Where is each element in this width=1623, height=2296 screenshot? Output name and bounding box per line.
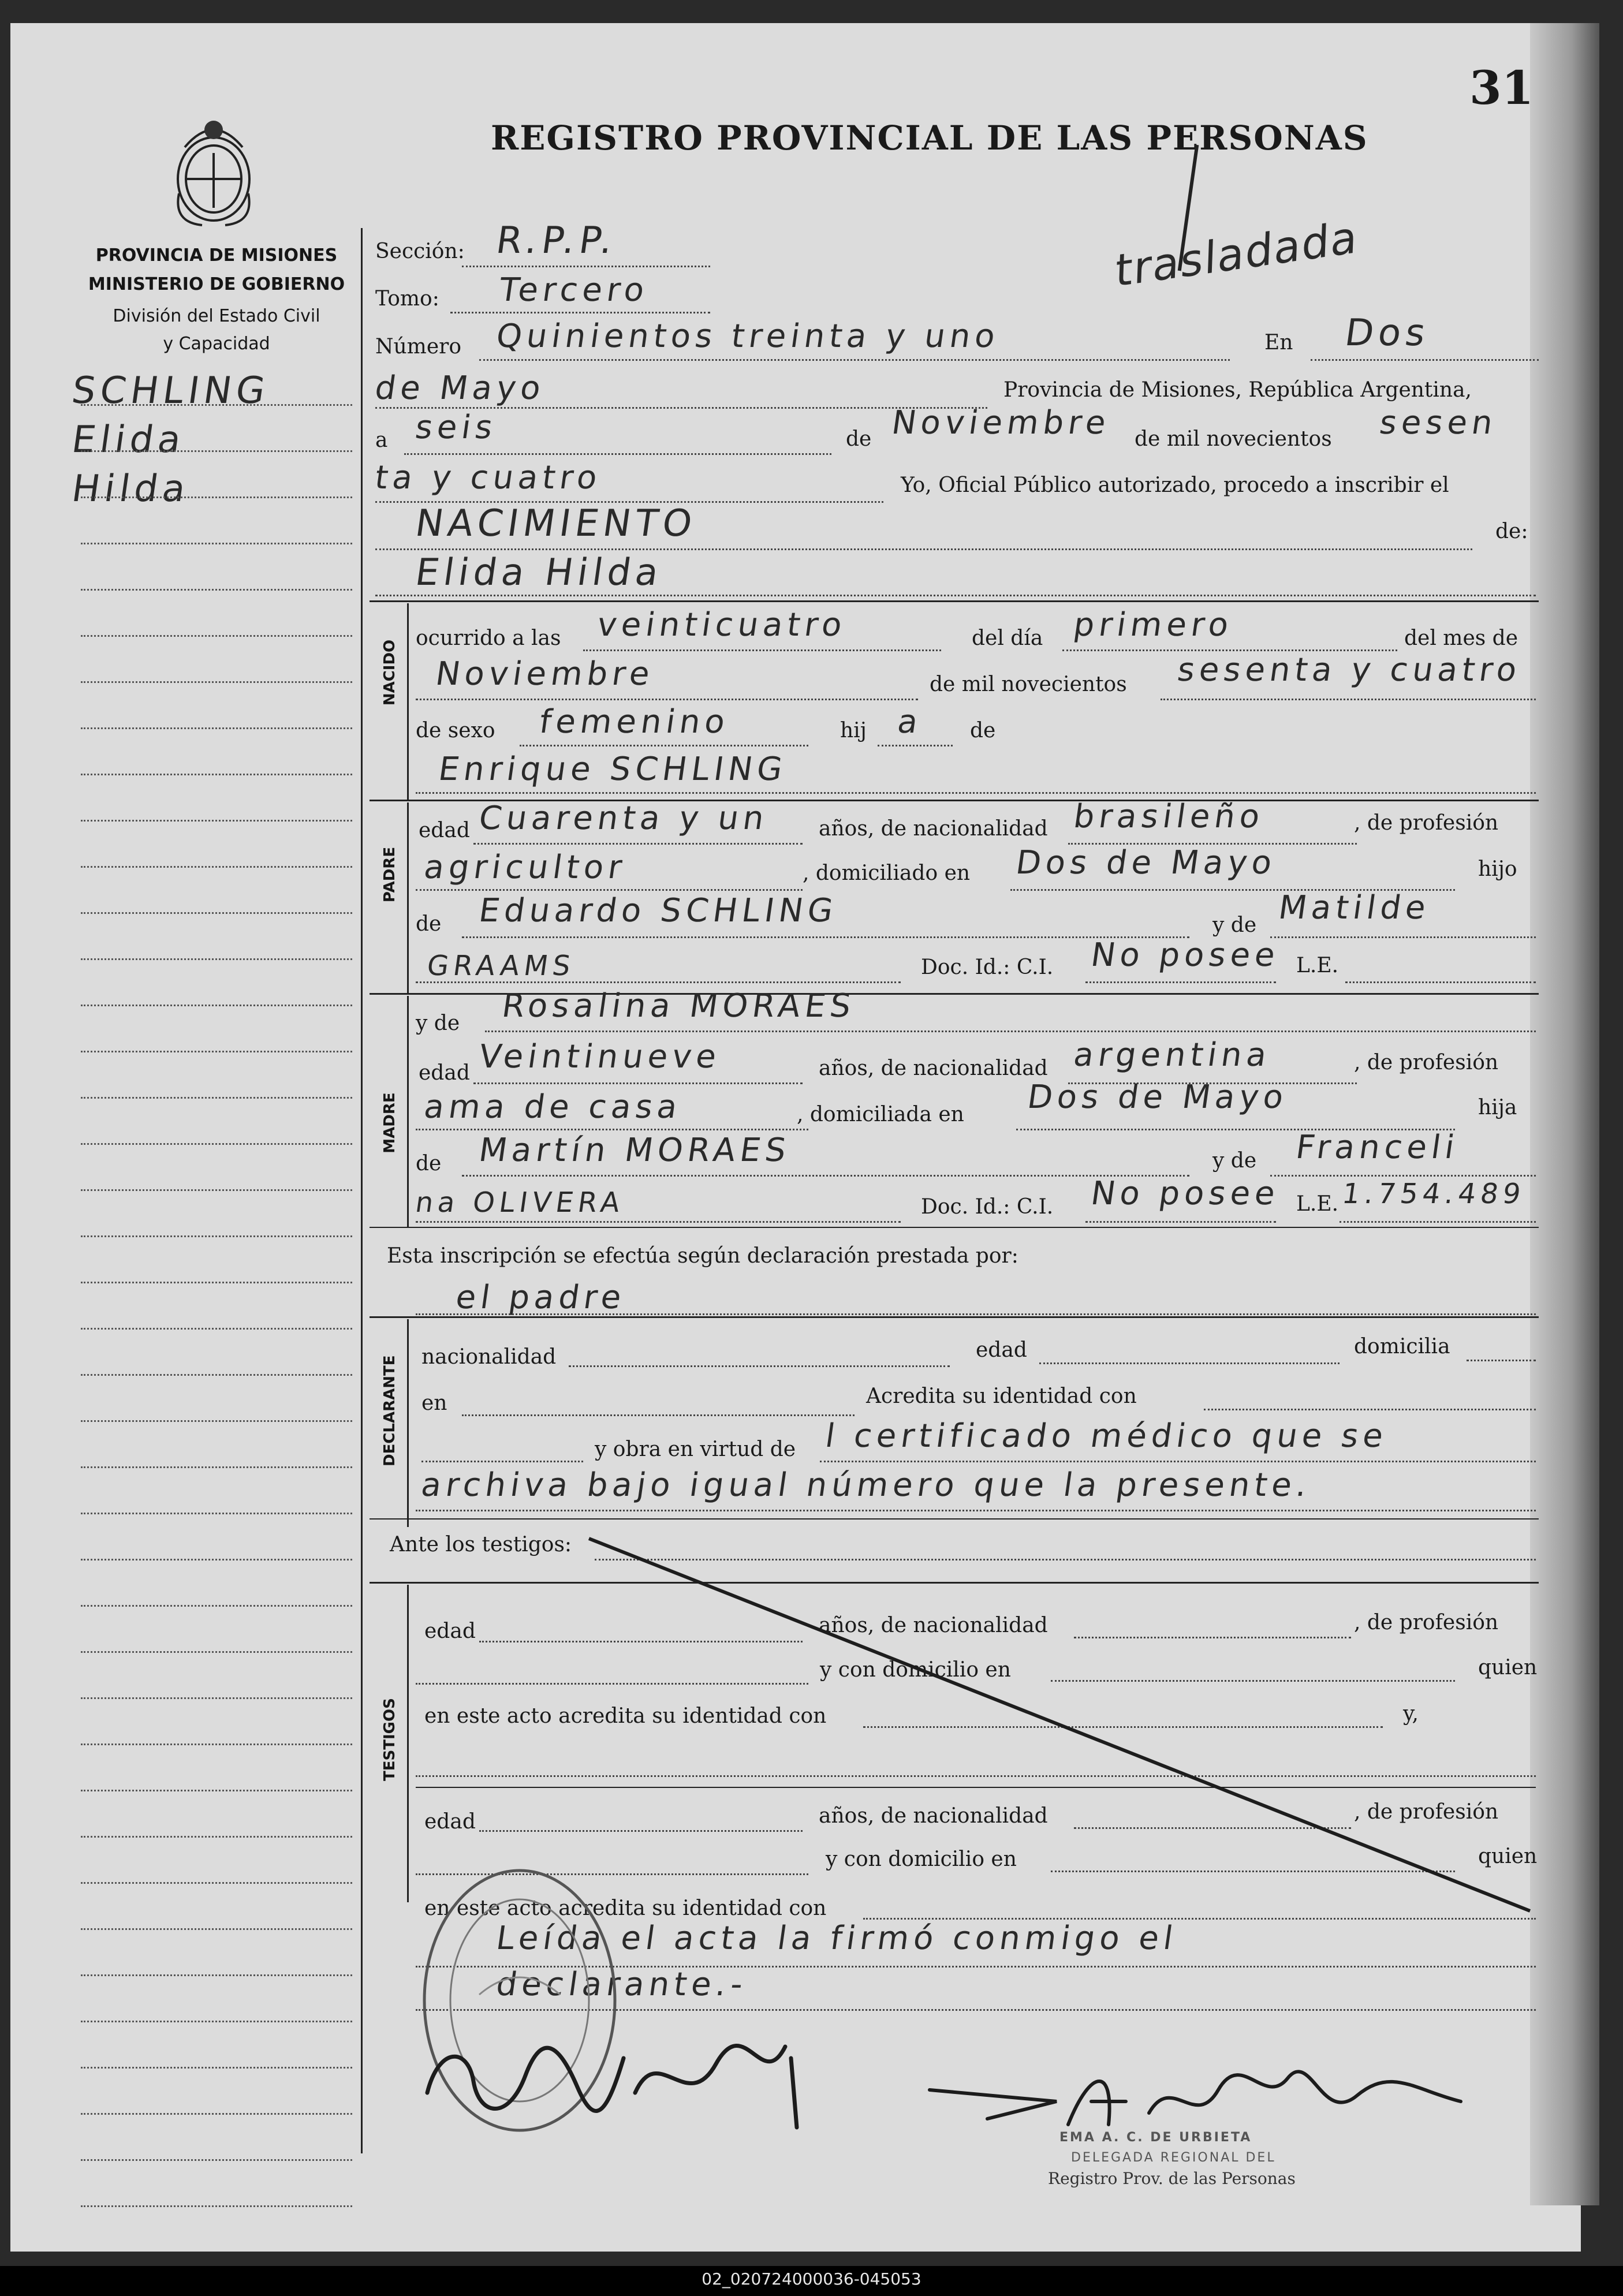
- hij-line: [878, 745, 953, 746]
- declarante-edad-line: [1039, 1362, 1340, 1364]
- margin-ruled-line: [81, 2159, 352, 2161]
- margin-ruled-line: [81, 1651, 352, 1653]
- coat-of-arms-icon: [162, 107, 266, 231]
- mes-nac-line: [416, 699, 918, 700]
- madre-yde-label: y de: [416, 1011, 460, 1035]
- madre-prof-value: ama de casa: [421, 1088, 684, 1126]
- nacido-top-border: [370, 600, 1539, 602]
- declarante-por-value: el padre: [453, 1279, 629, 1316]
- stamp-line2: DELEGADA REGIONAL DEL: [1071, 2151, 1276, 2165]
- madre-nac-label: años, de nacionalidad: [819, 1056, 1048, 1080]
- padre-dom-value: Dos de Mayo: [1013, 844, 1279, 882]
- mes-value: Noviembre: [889, 404, 1113, 442]
- section-padre: PADRE: [381, 846, 398, 903]
- testigo2-quien-label: quien: [1478, 1845, 1538, 1868]
- seccion-line: [462, 266, 710, 267]
- madre-edad-value: Veintinueve: [476, 1038, 723, 1076]
- oficial-text: Yo, Oficial Público autorizado, procedo a inscribir el: [901, 473, 1449, 497]
- de2-label: de:: [1495, 520, 1528, 543]
- madre-le-label: L.E.: [1296, 1192, 1339, 1216]
- padre-le-line: [1345, 981, 1536, 983]
- madre-de-label: de: [416, 1152, 442, 1175]
- testigo1-y-label: y,: [1403, 1702, 1419, 1726]
- acto-value: NACIMIENTO: [412, 502, 700, 545]
- numero-value: Quinientos treinta y uno: [494, 318, 1002, 355]
- sidebar-surname: SCHLING: [69, 369, 273, 412]
- margin-ruled-line: [81, 1882, 352, 1884]
- margin-ruled-line: [81, 1051, 352, 1052]
- testigos-divider: [407, 1585, 409, 1902]
- madre-doc-label: Doc. Id.: C.I.: [921, 1195, 1054, 1219]
- margin-ruled-line: [81, 1328, 352, 1330]
- madre-dom-label: , domiciliada en: [797, 1103, 964, 1126]
- madre-madre-de-line-2: [416, 1221, 901, 1223]
- madre-prof-line: [416, 1129, 808, 1130]
- padre-madre-de-line: [1270, 936, 1536, 938]
- nombre-line: [375, 595, 1536, 596]
- sidebar-line3: División del Estado Civil: [113, 306, 320, 326]
- anio-nac-value: sesenta y cuatro: [1175, 651, 1524, 689]
- padre-nombre-line: [416, 792, 1536, 794]
- sidebar-line4: y Capacidad: [163, 334, 270, 354]
- margin-ruled-line: [81, 589, 352, 591]
- declarante-virtud-pre-line: [421, 1461, 583, 1462]
- anio-nac-line: [1161, 699, 1536, 700]
- margin-ruled-line: [81, 1697, 352, 1699]
- madre-madre-de-value-2: na OLIVERA: [413, 1186, 627, 1219]
- testigo1-acredita-label: en este acto acredita su identidad con: [424, 1704, 827, 1728]
- nombre-value: Elida Hilda: [412, 551, 666, 594]
- testigo2-acredita-label: en este acto acredita su identidad con: [424, 1896, 827, 1920]
- transfer-annotation: trasladada: [1114, 210, 1360, 297]
- numero-label: Número: [375, 335, 462, 359]
- madre-nac-value: argentina: [1071, 1036, 1274, 1074]
- en-line: [1311, 359, 1539, 361]
- madre-hija-label: hija: [1478, 1096, 1517, 1119]
- anio-value: sesen: [1377, 404, 1500, 442]
- sidebar-second-name: Hilda: [69, 468, 193, 510]
- del-dia-label: del día: [972, 626, 1043, 650]
- acto-line: [375, 548, 1472, 550]
- madre-doc-value: No posee: [1088, 1175, 1282, 1212]
- madre-le-value: 1.754.489: [1340, 1178, 1528, 1210]
- padre-madre-de-value-2: GRAAMS: [425, 950, 577, 982]
- de-label: de: [846, 427, 872, 451]
- padre-hijo-label: hijo: [1478, 857, 1517, 881]
- hora-line: [583, 649, 941, 651]
- numero-line: [479, 359, 1230, 361]
- padre-doc-label: Doc. Id.: C.I.: [921, 955, 1054, 979]
- padre-de-value: Eduardo SCHLING: [476, 892, 840, 929]
- testigo1-prof-label: , de profesión: [1354, 1611, 1499, 1634]
- padre-prof-label: , de profesión: [1354, 811, 1499, 835]
- margin-ruled-line: [81, 1235, 352, 1237]
- anio-label: de mil novecientos: [1135, 427, 1332, 451]
- padre-divider: [407, 802, 409, 993]
- madre-dom-value: Dos de Mayo: [1025, 1078, 1290, 1116]
- padre-dom-label: , domiciliado en: [803, 861, 971, 885]
- madre-de-value: Martín MORAES: [476, 1132, 793, 1169]
- margin-ruled-line: [81, 635, 352, 637]
- cierre-text-1: Leída el acta la firmó conmigo el: [494, 1920, 1180, 1957]
- tomo-label: Tomo:: [375, 287, 439, 311]
- madre-nombre-line: [485, 1031, 1536, 1032]
- page-title: REGISTRO PROVINCIAL DE LAS PERSONAS: [491, 118, 1368, 158]
- mes-nac-value: Noviembre: [433, 655, 657, 693]
- madre-divider: [407, 996, 409, 1227]
- declarante-intro: Esta inscripción se efectúa según declaración prestada por:: [387, 1244, 1018, 1268]
- stamp-line3: Registro Prov. de las Personas: [1048, 2169, 1296, 2188]
- hij-value: a: [895, 703, 925, 741]
- section-testigos: TESTIGOS: [381, 1698, 398, 1781]
- margin-ruled-line: [81, 912, 352, 914]
- madre-madre-de-value: Franceli: [1293, 1129, 1461, 1166]
- nacido-divider: [407, 603, 409, 800]
- padre-prof-value: agricultor: [421, 849, 629, 886]
- madre-madre-de-line: [1270, 1175, 1536, 1177]
- margin-ruled-line: [81, 1374, 352, 1376]
- dia-nac-value: primero: [1071, 606, 1236, 644]
- declarante-sep: [370, 1227, 1539, 1228]
- stamp-line1: EMA A. C. DE URBIETA: [1059, 2130, 1252, 2145]
- ocurrido-label: ocurrido a las: [416, 626, 561, 650]
- margin-ruled-line: [81, 1189, 352, 1191]
- padre-edad-label: edad: [419, 819, 470, 842]
- testigo2-prof-label: , de profesión: [1354, 1800, 1499, 1824]
- declarante-virtud-line-2: [416, 1510, 1536, 1511]
- declarant-signature: [416, 2024, 855, 2139]
- margin-ruled-line: [81, 1143, 352, 1145]
- margin-ruled-line: [81, 866, 352, 868]
- anio-value-2: ta y cuatro: [372, 459, 605, 496]
- mil-label: de mil novecientos: [930, 673, 1127, 696]
- declarante-top-border: [370, 1316, 1539, 1318]
- sexo-label: de sexo: [416, 719, 495, 742]
- margin-ruled-line: [81, 1005, 352, 1006]
- testigo2-dom-label: y con domicilio en: [826, 1847, 1017, 1871]
- madre-de-line: [462, 1175, 1189, 1177]
- padre-edad-line: [473, 843, 803, 845]
- declarante-edad-label: edad: [976, 1338, 1027, 1362]
- seccion-value: R.P.P.: [493, 219, 620, 262]
- dia-value: seis: [413, 409, 499, 446]
- hora-value: veinticuatro: [595, 606, 849, 644]
- padre-le-label: L.E.: [1296, 954, 1339, 977]
- a-label: a: [375, 428, 388, 452]
- madre-yde2-label: y de: [1212, 1149, 1257, 1173]
- tomo-line: [450, 312, 710, 313]
- testigo1-quien-label: quien: [1478, 1656, 1538, 1679]
- dia-line: [404, 453, 831, 455]
- padre-nac-value: brasileño: [1071, 798, 1267, 835]
- hij-label: hij: [840, 719, 867, 742]
- declarante-nac-label: nacionalidad: [421, 1345, 557, 1369]
- madre-prof-label: , de profesión: [1354, 1051, 1499, 1074]
- padre-de-line: [462, 936, 1189, 938]
- testigo1-edad-label: edad: [424, 1619, 476, 1643]
- sexo-value: femenino: [537, 703, 732, 741]
- form-left-border: [361, 228, 363, 2153]
- madre-doc-line: [1085, 1221, 1276, 1223]
- declarante-en-label: en: [421, 1391, 447, 1415]
- margin-ruled-line: [81, 450, 352, 452]
- declarante-acredita-label: Acredita su identidad con: [866, 1384, 1137, 1408]
- sidebar-first-name: Elida: [69, 419, 189, 461]
- margin-ruled-line: [81, 727, 352, 729]
- declarante-virtud-value-2: archiva bajo igual número que la presente.: [419, 1466, 1314, 1504]
- cierre-text-2: declarante.-: [494, 1966, 750, 2003]
- margin-ruled-line: [81, 1282, 352, 1283]
- margin-ruled-line: [81, 2021, 352, 2022]
- del-mes-label: del mes de: [1404, 626, 1518, 650]
- margin-ruled-line: [81, 1466, 352, 1468]
- declarante-nac-line: [569, 1365, 950, 1367]
- madre-edad-label: edad: [419, 1061, 470, 1085]
- margin-ruled-line: [81, 1559, 352, 1560]
- testigos-strike-line: [577, 1530, 1542, 1922]
- margin-ruled-line: [81, 1790, 352, 1791]
- testigos-sep: [370, 1518, 1539, 1520]
- padre-doc-value: No posee: [1088, 936, 1282, 974]
- margin-ruled-line: [81, 1513, 352, 1514]
- margin-ruled-line: [81, 1605, 352, 1607]
- section-declarante: DECLARANTE: [381, 1355, 398, 1466]
- margin-ruled-line: [81, 1836, 352, 1838]
- en-value: Dos: [1342, 312, 1432, 354]
- declarante-por-line: [416, 1313, 1536, 1315]
- margin-ruled-line: [81, 820, 352, 822]
- testigo2-nac-label: años, de nacionalidad: [819, 1804, 1048, 1828]
- madre-edad-line: [473, 1082, 803, 1084]
- padre-nombre: Enrique SCHLING: [436, 751, 790, 788]
- sidebar-line1: PROVINCIA DE MISIONES: [95, 245, 338, 266]
- padre-nac-label: años, de nacionalidad: [819, 817, 1048, 841]
- provincia-text: Provincia de Misiones, República Argentina,: [1003, 378, 1472, 402]
- margin-ruled-line: [81, 1097, 352, 1099]
- margin-ruled-line: [81, 404, 352, 406]
- margin-ruled-line: [81, 1974, 352, 1976]
- padre-edad-value: Cuarenta y un: [476, 800, 771, 837]
- madre-nombre-value: Rosalina MORAES: [499, 987, 858, 1025]
- margin-ruled-line: [81, 543, 352, 544]
- hij-de-label: de: [970, 719, 996, 742]
- tomo-value: Tercero: [497, 271, 651, 309]
- page-number: 31: [1469, 61, 1534, 115]
- margin-ruled-line: [81, 2113, 352, 2115]
- testigo1-dom-label: y con domicilio en: [820, 1658, 1011, 1682]
- padre-prof-line: [416, 889, 803, 891]
- margin-ruled-line: [81, 1420, 352, 1422]
- madre-le-line: [1340, 1221, 1536, 1223]
- margin-ruled-line: [81, 1744, 352, 1745]
- section-madre: MADRE: [381, 1092, 398, 1153]
- declarante-en-line: [462, 1414, 855, 1416]
- testigo2-edad-label: edad: [424, 1810, 476, 1834]
- padre-de-label: de: [416, 912, 442, 936]
- declarante-dom-line: [1467, 1360, 1536, 1361]
- padre-madre-de-line-2: [416, 981, 901, 983]
- margin-ruled-line: [81, 1928, 352, 1930]
- declarante-acredita-line: [1204, 1409, 1536, 1410]
- declarante-virtud-label: y obra en virtud de: [595, 1438, 796, 1461]
- declarante-virtud-line: [820, 1461, 1536, 1462]
- declarante-dom-label: domicilia: [1354, 1335, 1450, 1358]
- margin-ruled-line: [81, 681, 352, 683]
- testigos-intro: Ante los testigos:: [390, 1533, 572, 1556]
- padre-doc-line: [1085, 981, 1276, 983]
- declarante-divider: [407, 1319, 409, 1527]
- seccion-label: Sección:: [375, 240, 465, 263]
- testigo1-nac-label: años, de nacionalidad: [819, 1614, 1048, 1637]
- padre-madre-de-value: Matilde: [1276, 889, 1433, 927]
- margin-ruled-line: [81, 2067, 352, 2069]
- en-label: En: [1264, 331, 1293, 354]
- margin-ruled-line: [81, 496, 352, 498]
- margin-ruled-line: [81, 958, 352, 960]
- margin-ruled-line: [81, 774, 352, 775]
- declarante-virtud-value: l certificado médico que se: [823, 1417, 1390, 1455]
- margin-ruled-line: [81, 2205, 352, 2207]
- section-nacido: NACIDO: [381, 639, 398, 706]
- sexo-line: [520, 745, 808, 746]
- place-value: de Mayo: [372, 369, 548, 407]
- image-id-label: 02_020724000036-045053: [702, 2269, 921, 2288]
- sidebar-line2: MINISTERIO DE GOBIERNO: [88, 274, 345, 294]
- padre-yde-label: y de: [1212, 913, 1257, 937]
